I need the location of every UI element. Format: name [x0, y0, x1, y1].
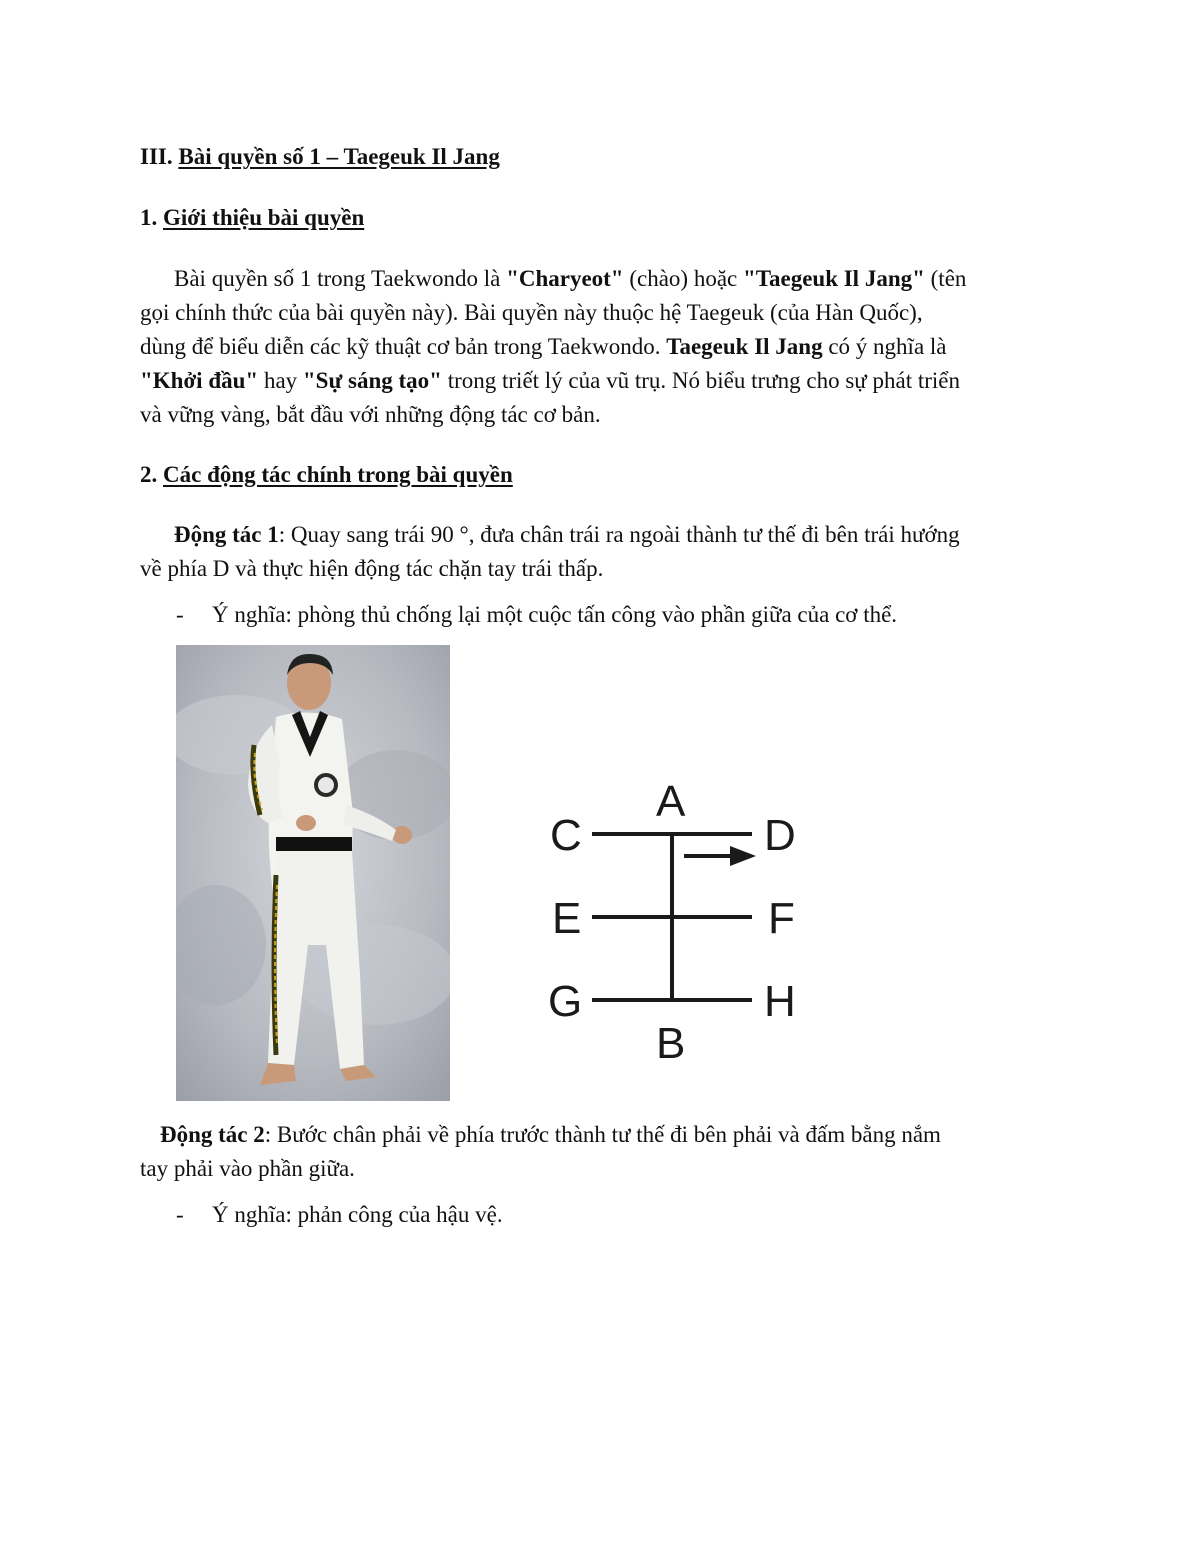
intro-line-3 [140, 330, 947, 364]
point-label-d: D [764, 811, 796, 860]
text-run: trong triết lý của vũ trụ. Nó biểu trưng cho sự phát triển [441, 368, 960, 393]
subheading-title: Các động tác chính trong bài quyền [163, 462, 513, 487]
intro-line-5: và vững vàng, bắt đầu với những động tác cơ bản. [140, 402, 601, 427]
text-run: dùng để biểu diễn các kỹ thuật cơ bản trong Taekwondo. [140, 334, 667, 359]
move1-line-2: về phía D và thực hiện động tác chặn tay trái thấp. [140, 556, 604, 581]
point-label-c: C [550, 811, 582, 860]
move1-meaning: Ý nghĩa: phòng thủ chống lại một cuộc tấn công vào phần giữa của cơ thể. [212, 602, 898, 627]
point-label-a: A [656, 777, 686, 826]
move1-line-1 [140, 518, 960, 552]
section-heading [140, 140, 500, 174]
bold-term: "Taegeuk Il Jang" [742, 266, 925, 291]
taegeuk-pattern-diagram [540, 770, 840, 1070]
move-label: Động tác 2 [160, 1122, 265, 1147]
point-label-g: G [548, 977, 583, 1026]
arrow-right-icon [730, 846, 756, 866]
text-run: (chào) hoặc [623, 266, 743, 291]
subheading-number: 2. [140, 462, 158, 487]
move2-meaning: Ý nghĩa: phản công của hậu vệ. [212, 1202, 503, 1227]
subheading-intro [140, 201, 364, 235]
bullet-dash: - [176, 1202, 184, 1227]
text-run: : Bước chân phải về phía trước thành tư thế đi bên phải và đấm bằng nắm [264, 1122, 941, 1147]
bullet-dash: - [176, 602, 184, 627]
move2-line-2: tay phải vào phần giữa. [140, 1156, 355, 1181]
point-label-e: E [552, 894, 582, 943]
text-run: Bài quyền số 1 trong Taekwondo là [174, 266, 507, 291]
intro-line-4 [140, 364, 960, 398]
text-run: hay [258, 368, 303, 393]
taekwondo-stance-photo [176, 645, 450, 1101]
point-label-b: B [656, 1019, 686, 1068]
move-label: Động tác 1 [174, 522, 279, 547]
text-run: (tên [924, 266, 967, 291]
move2-line-1 [140, 1118, 941, 1152]
intro-line-2: gọi chính thức của bài quyền này). Bài quyền này thuộc hệ Taegeuk (của Hàn Quốc), [140, 300, 923, 325]
subheading-moves [140, 458, 513, 492]
point-label-f: F [768, 894, 795, 943]
bold-term: Taegeuk Il Jang [666, 334, 823, 359]
bold-term: "Khởi đầu" [140, 368, 259, 393]
point-label-h: H [764, 977, 796, 1026]
intro-line-1 [140, 262, 966, 296]
pattern-lines [592, 834, 752, 1000]
bold-term: "Sự sáng tạo" [302, 368, 442, 393]
subheading-number: 1. [140, 205, 158, 230]
subheading-title: Giới thiệu bài quyền [163, 205, 365, 230]
text-run: có ý nghĩa là [822, 334, 947, 359]
bold-term: "Charyeot" [506, 266, 624, 291]
section-number: III. [140, 144, 173, 169]
text-run: : Quay sang trái 90 °, đưa chân trái ra ngoài thành tư thế đi bên trái hướng [278, 522, 960, 547]
section-title: Bài quyền số 1 – Taegeuk Il Jang [178, 144, 500, 169]
